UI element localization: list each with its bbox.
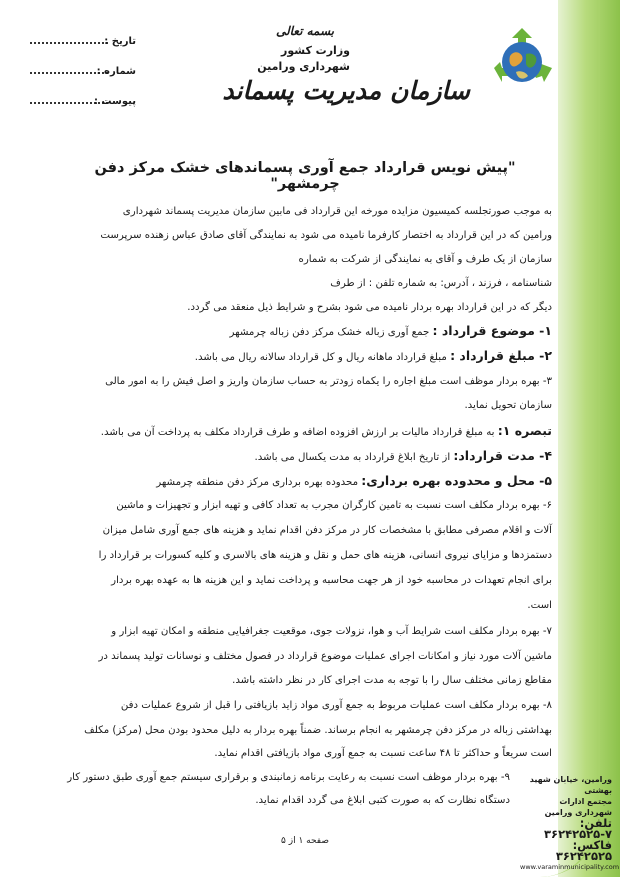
organization-name: سازمان مدیریت پسماند [222,76,470,105]
intro-line-1: به موجب صورتجلسه کمیسیون مزایده مورخه این قرارداد فی مابین سازمان مدیریت پسماند شهرداری [122,206,552,217]
clause-amount [50,348,552,366]
clause-lead: ۱- موضوع قرارداد : [432,323,552,338]
clause-subject [50,323,552,341]
municipality-name: شهرداری ورامین [257,60,350,73]
intro-line-3: سازمان از یک طرف و آقای به نمایندگی از شرکت به شماره [298,254,552,265]
clause-line: آلات و اقلام مصرفی مطابق با مشخصات کار در مرکز دفن اقدام نماید و هزینه های جمع آوری شامل میزان [102,525,552,536]
clause-location [50,473,552,491]
address-line: شهرداری ورامین [544,808,612,817]
clause-duration [50,448,552,466]
clause-text: مبلغ قرارداد ماهانه ریال و کل قرارداد سالانه ریال می باشد. [194,352,451,363]
clause-text: از تاریخ ابلاغ قرارداد به مدت یکسال می باشد. [254,452,454,463]
clause-line: مقاطع زمانی مختلف سال را با توجه به مدت اجرای کار در نظر داشته باشد. [232,675,552,686]
clause-line: ماشین آلات مورد نیاز و امکانات اجرای عملیات موضوع قرارداد در فصول مختلف و نوسانات تولید پسماند در [98,651,552,662]
attachment-label: پیوست : [93,96,136,107]
clause-line: ۳- بهره بردار موظف است مبلغ اجاره را یکماه زودتر به حساب سازمان واریز و اصل فیش را به امور مالی [105,376,552,387]
document-title: "پیش نویس قرارداد جمع آوری پسماندهای خشک مرکز دفن چرمشهر" [94,160,516,192]
number-label: شماره : [96,66,136,77]
clause-line: بهداشتی زباله در مرکز دفن چرمشهر به انجام برساند. ضمناً بهره بردار به دلیل محدود بودن محل (مرکز) مکلف [84,725,552,736]
fax-number: فاکس: ۳۶۲۴۲۵۲۵ [555,838,612,863]
date-dots [30,42,108,44]
clause-line: است. [527,600,552,611]
clause-line: دستگاه نظارت که به صورت کتبی ابلاغ می گردد اقدام نماید. [255,795,510,806]
intro-line-4: شناسنامه ، فرزند ، آدرس: به شماره تلفن : از طرف [330,278,552,289]
clause-line: ۶- بهره بردار مکلف است نسبت به تامین کارگران مجرب به تعداد کافی و تهیه ابزار و تجهیزات و ماشین [116,500,552,511]
phone-number: تلفن: ۷-۳۶۲۴۲۵۲۵ [544,816,612,841]
clause-line: ۹- بهره بردار موظف است نسبت به رعایت برنامه زمانبندی و برقراری سیستم جمع آوری طبق دستور کار [67,772,510,783]
page-number: صفحه ۱ از ۵ [281,836,329,846]
clause-text: به مبلغ قرارداد مالیات بر ارزش افزوده اضافه و طرف قرارداد مکلف به پرداخت آن می باشد. [100,427,498,438]
clause-lead: ۲- مبلغ قرارداد : [450,348,552,363]
date-field [26,38,136,49]
clause-line: دستمزدها و مزایای نیروی انسانی، هزینه های حمل و نقل و هزینه های بالاسری و کلیه کسورات بر قرارداد را [98,550,552,561]
intro-line-2: ورامین که در این قرارداد به اختصار کارفرما نامیده می شود به نمایندگی آقای صادق عباس زهنده سرپرست [100,230,552,241]
clause-note-1 [50,423,552,441]
clause-text: محدوده بهره برداری مرکز دفن منطقه چرمشهر [156,477,362,488]
recycling-globe-logo [486,24,558,96]
number-field [26,68,136,79]
clause-line: برای انجام تعهدات در محاسبه خود از هر جهت محاسبه و پرداخت نماید و این هزینه ها به عهده بهره بردار [111,575,552,586]
intro-line-5: دیگر که در این قرارداد بهره بردار نامیده می شود بشرح و شرایط ذیل منعقد می گردد. [187,302,552,313]
clause-line: ۷- بهره بردار مکلف است شرایط آب و هوا، نزولات جوی، موقعیت جغرافیایی منطقه و امکان تهیه ابزار و [111,626,552,637]
website: www.varaminmunicipality.com [520,863,620,871]
clause-line: ۸- بهره بردار مکلف است عملیات مربوط به جمع آوری مواد زاید بازیافتی را قبل از شروع عملیات دفن [120,700,552,711]
clause-line: سازمان تحویل نماید. [464,400,552,411]
ministry-name: وزارت کشور [281,44,350,57]
clause-line: است سریعاً و حداکثر تا ۴۸ ساعت نسبت به جمع آوری مواد بازیافتی اقدام نماید. [214,748,552,759]
attachment-field [26,98,136,109]
clause-lead: تبصره ۱: [497,423,552,438]
address-line: مجتمع ادارات [559,797,612,806]
date-label: تاریخ : [104,36,136,47]
clause-lead: ۵- محل و محدوده بهره برداری: [361,473,552,488]
clause-lead: ۴- مدت قرارداد: [453,448,552,463]
basmala: بسمه تعالی [275,24,335,38]
clause-text: جمع آوری زباله خشک مرکز دفن زباله چرمشهر [229,327,433,338]
contact-block [520,774,620,873]
address-line: ورامین، خیابان شهید بهشتی [529,775,612,795]
